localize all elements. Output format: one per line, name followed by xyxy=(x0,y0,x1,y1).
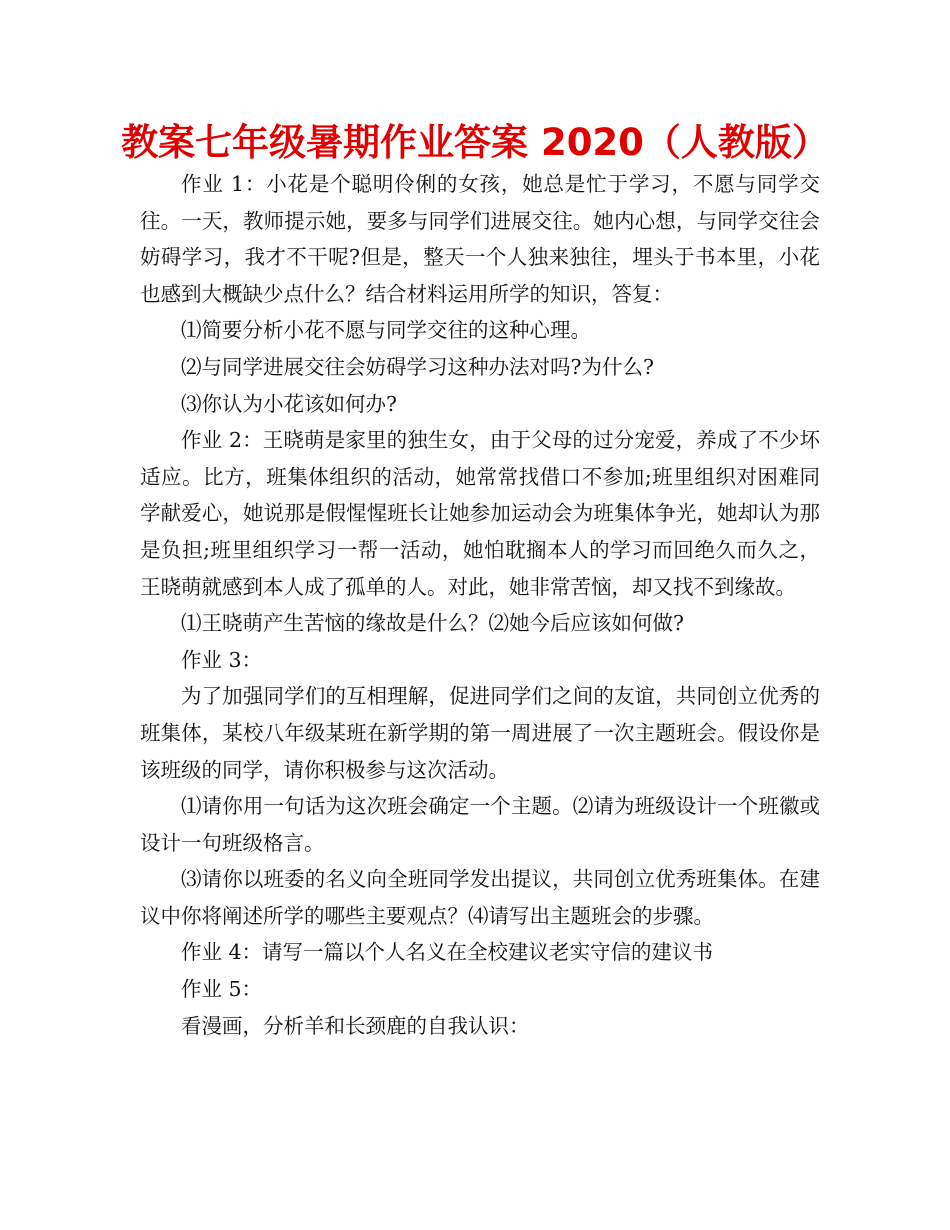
paragraph-questions-3-a: ⑴请你用一句话为这次班会确定一个主题。⑵请为班级设计一个班徽或设计一句班级格言。 xyxy=(140,794,820,855)
paragraph-question-1-3: ⑶你认为小花该如何办? xyxy=(181,391,397,416)
paragraph-assignment-1: 作业 1：小花是个聪明伶俐的女孩，她总是忙于学习，不愿与同学交往。一天，教师提示她，要多与同学们进展交往。她内心想，与同学交往会妨碍学习，我才不干呢?但是，整天一个人独来独往，埋头于书本里，小花也感到大概缺少点什么？结合材料运用所学的知识，答复： xyxy=(140,172,820,306)
paragraph-questions-2: ⑴王晓萌产生苦恼的缘故是什么？⑵她今后应该如何做? xyxy=(181,611,684,636)
paragraph-assignment-2: 作业 2：王晓萌是家里的独生女，由于父母的过分宠爱，养成了不少坏适应。比方，班集体组织的活动，她常常找借口不参加;班里组织对困难同学献爱心，她说那是假惺惺班长让她参加运动会为班集体争光，她却认为那是负担;班里组织学习一帮一活动，她怕耽搁本人的学习而回绝久而久之，王晓萌就感到本人成了孤单的人。对此，她非常苦恼，却又找不到缘故。 xyxy=(140,428,820,599)
paragraph-assignment-5-heading: 作业 5： xyxy=(181,977,263,1002)
paragraph-assignment-5: 看漫画，分析羊和长颈鹿的自我认识： xyxy=(181,1013,530,1038)
paragraph-assignment-4: 作业 4：请写一篇以个人名义在全校建议老实守信的建议书 xyxy=(181,940,714,965)
document-body xyxy=(140,166,820,1044)
document-title: 教案七年级暑期作业答案 2020（人教版） xyxy=(121,121,829,164)
paragraph-assignment-3: 为了加强同学们的互相理解，促进同学们之间的友谊，共同创立优秀的班集体，某校八年级某班在新学期的第一周进展了一次主题班会。假设你是该班级的同学，请你积极参与这次活动。 xyxy=(140,684,820,782)
paragraph-questions-3-b: ⑶请你以班委的名义向全班同学发出提议，共同创立优秀班集体。在建议中你将阐述所学的哪些主要观点？⑷请写出主题班会的步骤。 xyxy=(140,867,820,928)
paragraph-question-1-2: ⑵与同学进展交往会妨碍学习这种办法对吗?为什么? xyxy=(181,354,654,379)
paragraph-assignment-3-heading: 作业 3： xyxy=(181,647,263,672)
paragraph-question-1-1: ⑴简要分析小花不愿与同学交往的这种心理。 xyxy=(181,318,591,343)
